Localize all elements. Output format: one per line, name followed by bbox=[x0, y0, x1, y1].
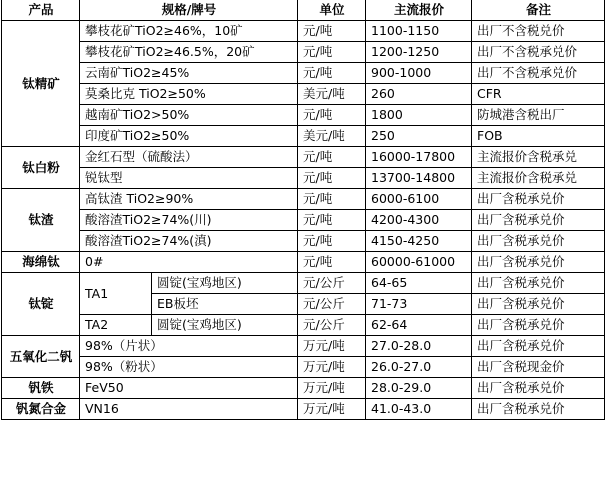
unit-cell: 元/吨 bbox=[298, 231, 366, 252]
note-cell: 出厂含税承兑价 bbox=[472, 273, 605, 294]
header-note: 备注 bbox=[472, 0, 605, 21]
unit-cell: 万元/吨 bbox=[298, 399, 366, 420]
spec-cell: 高钛渣 TiO2≥90% bbox=[80, 189, 298, 210]
spec-cell: 0# bbox=[80, 252, 298, 273]
note-cell: 出厂不含税承兑价 bbox=[472, 42, 605, 63]
note-cell: 出厂不含税承兑价 bbox=[472, 63, 605, 84]
price-cell: 1800 bbox=[366, 105, 472, 126]
spec-cell: 酸溶渣TiO2≥74%(川) bbox=[80, 210, 298, 231]
price-cell: 4200-4300 bbox=[366, 210, 472, 231]
note-cell: 出厂含税承兑价 bbox=[472, 315, 605, 336]
spec-cell: 印度矿TiO2≥50% bbox=[80, 126, 298, 147]
price-cell: 1100-1150 bbox=[366, 21, 472, 42]
price-cell: 6000-6100 bbox=[366, 189, 472, 210]
price-cell: 62-64 bbox=[366, 315, 472, 336]
price-cell: 64-65 bbox=[366, 273, 472, 294]
note-cell: 出厂含税承兑价 bbox=[472, 399, 605, 420]
unit-cell: 元/公斤 bbox=[298, 294, 366, 315]
price-cell: 71-73 bbox=[366, 294, 472, 315]
note-cell: 出厂含税承兑价 bbox=[472, 189, 605, 210]
price-cell: 16000-17800 bbox=[366, 147, 472, 168]
table-row bbox=[2, 210, 605, 231]
grade-cell: TA1 bbox=[80, 273, 152, 315]
unit-cell: 美元/吨 bbox=[298, 84, 366, 105]
note-cell: 出厂含税承兑价 bbox=[472, 336, 605, 357]
unit-cell: 元/吨 bbox=[298, 189, 366, 210]
unit-cell: 万元/吨 bbox=[298, 357, 366, 378]
note-cell: 出厂不含税兑价 bbox=[472, 21, 605, 42]
header-price: 主流报价 bbox=[366, 0, 472, 21]
price-cell: 260 bbox=[366, 84, 472, 105]
table-row bbox=[2, 231, 605, 252]
table-row bbox=[2, 252, 605, 273]
table-row bbox=[2, 105, 605, 126]
category-cell: 五氧化二钒 bbox=[2, 336, 80, 378]
note-cell: 出厂含税承兑价 bbox=[472, 210, 605, 231]
price-cell: 13700-14800 bbox=[366, 168, 472, 189]
spec-cell: EB板坯 bbox=[152, 294, 298, 315]
product-price-table bbox=[1, 0, 605, 420]
table-row bbox=[2, 336, 605, 357]
table-row bbox=[2, 147, 605, 168]
unit-cell: 元/吨 bbox=[298, 147, 366, 168]
spec-cell: 金红石型（硫酸法） bbox=[80, 147, 298, 168]
note-cell: 出厂含税承兑价 bbox=[472, 252, 605, 273]
table-body bbox=[2, 0, 605, 420]
price-cell: 900-1000 bbox=[366, 63, 472, 84]
spec-cell: FeV50 bbox=[80, 378, 298, 399]
price-cell: 28.0-29.0 bbox=[366, 378, 472, 399]
spec-cell: 攀枝花矿TiO2≥46%，10矿 bbox=[80, 21, 298, 42]
unit-cell: 元/吨 bbox=[298, 105, 366, 126]
category-cell: 钛白粉 bbox=[2, 147, 80, 189]
category-cell: 钛渣 bbox=[2, 189, 80, 252]
unit-cell: 美元/吨 bbox=[298, 126, 366, 147]
spec-cell: 圆锭(宝鸡地区) bbox=[152, 315, 298, 336]
category-cell: 钛锭 bbox=[2, 273, 80, 336]
unit-cell: 万元/吨 bbox=[298, 378, 366, 399]
table-row bbox=[2, 168, 605, 189]
unit-cell: 元/吨 bbox=[298, 210, 366, 231]
spec-cell: 圆锭(宝鸡地区) bbox=[152, 273, 298, 294]
note-cell: 出厂含税承兑价 bbox=[472, 231, 605, 252]
table-header-row bbox=[2, 0, 605, 21]
spec-cell: 云南矿TiO2≥45% bbox=[80, 63, 298, 84]
table-row bbox=[2, 399, 605, 420]
table-row bbox=[2, 378, 605, 399]
unit-cell: 元/吨 bbox=[298, 252, 366, 273]
price-cell: 250 bbox=[366, 126, 472, 147]
unit-cell: 元/吨 bbox=[298, 168, 366, 189]
unit-cell: 万元/吨 bbox=[298, 336, 366, 357]
header-unit: 单位 bbox=[298, 0, 366, 21]
unit-cell: 元/吨 bbox=[298, 21, 366, 42]
category-cell: 钛精矿 bbox=[2, 21, 80, 147]
spec-cell: 锐钛型 bbox=[80, 168, 298, 189]
unit-cell: 元/公斤 bbox=[298, 273, 366, 294]
category-cell: 海绵钛 bbox=[2, 252, 80, 273]
grade-cell: TA2 bbox=[80, 315, 152, 336]
note-cell: 出厂含税承兑价 bbox=[472, 378, 605, 399]
note-cell: 防城港含税出厂 bbox=[472, 105, 605, 126]
price-cell: 1200-1250 bbox=[366, 42, 472, 63]
price-cell: 41.0-43.0 bbox=[366, 399, 472, 420]
spec-cell: VN16 bbox=[80, 399, 298, 420]
price-cell: 60000-61000 bbox=[366, 252, 472, 273]
note-cell: 主流报价含税承兑 bbox=[472, 168, 605, 189]
price-cell: 27.0-28.0 bbox=[366, 336, 472, 357]
table-row bbox=[2, 273, 605, 294]
table-row bbox=[2, 126, 605, 147]
price-cell: 26.0-27.0 bbox=[366, 357, 472, 378]
unit-cell: 元/公斤 bbox=[298, 315, 366, 336]
header-product: 产品 bbox=[2, 0, 80, 21]
category-cell: 钒氮合金 bbox=[2, 399, 80, 420]
note-cell: CFR bbox=[472, 84, 605, 105]
spec-cell: 越南矿TiO2>50% bbox=[80, 105, 298, 126]
spec-cell: 98%（片状） bbox=[80, 336, 298, 357]
spec-cell: 攀枝花矿TiO2≥46.5%，20矿 bbox=[80, 42, 298, 63]
note-cell: 出厂含税现金价 bbox=[472, 357, 605, 378]
category-cell: 钒铁 bbox=[2, 378, 80, 399]
spec-cell: 酸溶渣TiO2≥74%(滇) bbox=[80, 231, 298, 252]
note-cell: 主流报价含税承兑 bbox=[472, 147, 605, 168]
note-cell: FOB bbox=[472, 126, 605, 147]
note-cell: 出厂含税承兑价 bbox=[472, 294, 605, 315]
table-row bbox=[2, 315, 605, 336]
spec-cell: 莫桑比克 TiO2≥50% bbox=[80, 84, 298, 105]
unit-cell: 元/吨 bbox=[298, 42, 366, 63]
header-spec: 规格/牌号 bbox=[80, 0, 298, 21]
table-row bbox=[2, 189, 605, 210]
table-row bbox=[2, 21, 605, 42]
table-row bbox=[2, 42, 605, 63]
price-cell: 4150-4250 bbox=[366, 231, 472, 252]
spec-cell: 98%（粉状） bbox=[80, 357, 298, 378]
table-row bbox=[2, 357, 605, 378]
unit-cell: 元/吨 bbox=[298, 63, 366, 84]
table-row bbox=[2, 63, 605, 84]
table-row bbox=[2, 84, 605, 105]
